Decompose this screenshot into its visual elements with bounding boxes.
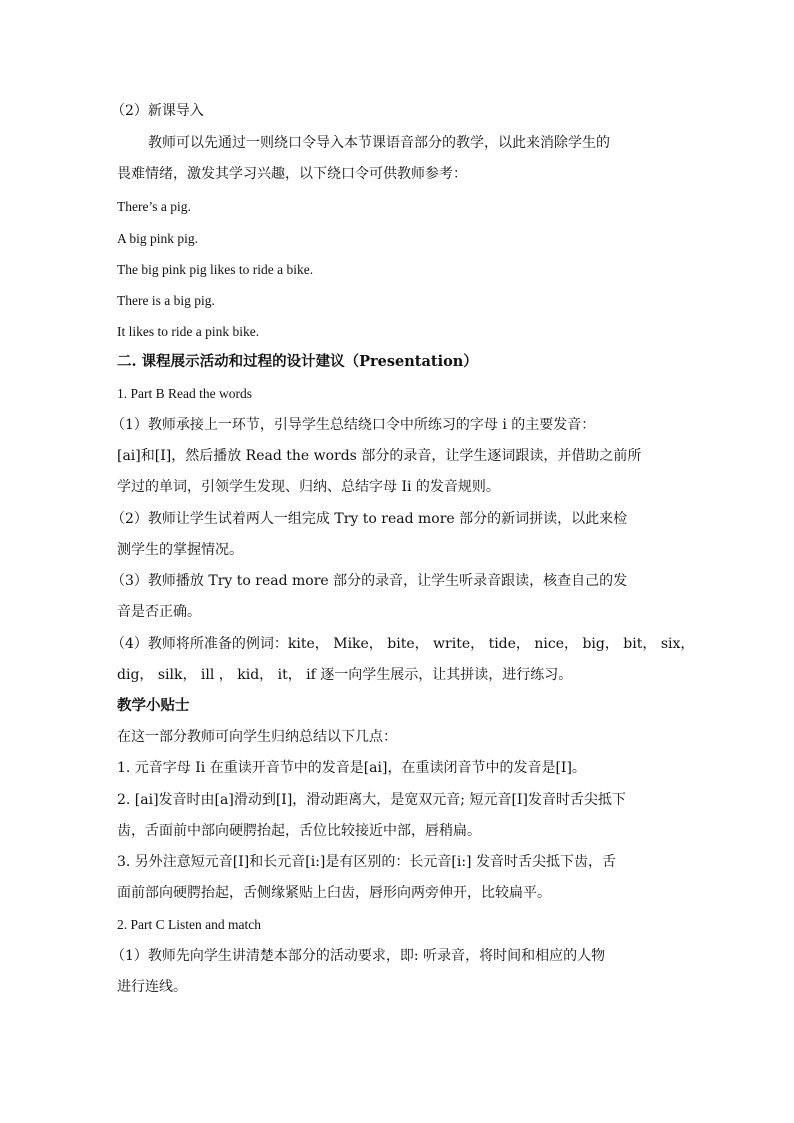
paragraph-line: 进行连线。 bbox=[117, 979, 187, 995]
tongue-twister-line: The big pink pig likes to ride a bike. bbox=[117, 262, 314, 277]
paragraph-line: 畏难情绪，激发其学习兴趣，以下绕口令可供教师参考： bbox=[117, 166, 467, 182]
part-b-title: 1. Part B Read the words bbox=[117, 386, 252, 401]
paragraph-line: （2）教师让学生试着两人一组完成 Try to read more 部分的新词拼读，以此来检 bbox=[111, 511, 628, 527]
paragraph-line: 音是否正确。 bbox=[117, 604, 201, 620]
tips-heading: 教学小贴士 bbox=[117, 697, 190, 714]
paragraph-line: 面前部向硬腭抬起，舌侧缘紧贴上臼齿，唇形向两旁伸开，比较扁平。 bbox=[117, 885, 551, 901]
paragraph-line: dig， silk， ill ， kid， it， if 逐一向学生展示，让其拼读，进行练习。 bbox=[117, 667, 573, 683]
paragraph-line: 教师可以先通过一则绕口令导入本节课语音部分的教学，以此来消除学生的 bbox=[148, 135, 610, 151]
paragraph-line: 在这一部分教师可向学生归纳总结以下几点： bbox=[117, 729, 397, 745]
section-heading-new-lesson: （2）新课导入 bbox=[111, 103, 204, 119]
tip-point: 2. [ai]发音时由[a]滑动到[I]，滑动距离大，是宽双元音; 短元音[I]发音时舌尖抵下 bbox=[117, 792, 626, 808]
paragraph-line: 齿，舌面前中部向硬腭抬起，舌位比较接近中部，唇稍扁。 bbox=[117, 823, 481, 839]
paragraph-line: 测学生的掌握情况。 bbox=[117, 542, 243, 558]
tongue-twister-line: A big pink pig. bbox=[117, 231, 199, 246]
paragraph-line: 学过的单词，引领学生发现、归纳、总结字母 Ii 的发音规则。 bbox=[117, 479, 500, 495]
paragraph-line: （4）教师将所准备的例词：kite， Mike， bite， write， tide， nice， big， bit， six， bbox=[111, 636, 695, 652]
tongue-twister-line: There is a big pig. bbox=[117, 293, 215, 308]
tip-point: 3. 另外注意短元音[I]和长元音[i:]是有区别的：长元音[i:] 发音时舌尖抵下齿，舌 bbox=[117, 854, 616, 870]
paragraph-line: （1）教师先向学生讲清楚本部分的活动要求，即: 听录音，将时间和相应的人物 bbox=[111, 948, 606, 964]
tip-point: 1. 元音字母 Ii 在重读开音节中的发音是[ai]，在重读闭音节中的发音是[I]。 bbox=[117, 760, 586, 776]
tongue-twister-line: It likes to ride a pink bike. bbox=[117, 324, 260, 339]
paragraph-line: [ai]和[I]，然后播放 Read the words 部分的录音，让学生逐词跟读，并借助之前所 bbox=[117, 448, 642, 464]
section-heading-presentation: 二. 课程展示活动和过程的设计建议（Presentation） bbox=[117, 353, 478, 370]
paragraph-line: （3）教师播放 Try to read more 部分的录音，让学生听录音跟读，核查自己的发 bbox=[111, 573, 628, 589]
paragraph-line: （1）教师承接上一环节，引导学生总结绕口令中所练习的字母 i 的主要发音： bbox=[111, 417, 596, 433]
part-c-title: 2. Part C Listen and match bbox=[117, 917, 261, 932]
tongue-twister-line: There’s a pig. bbox=[117, 199, 191, 214]
